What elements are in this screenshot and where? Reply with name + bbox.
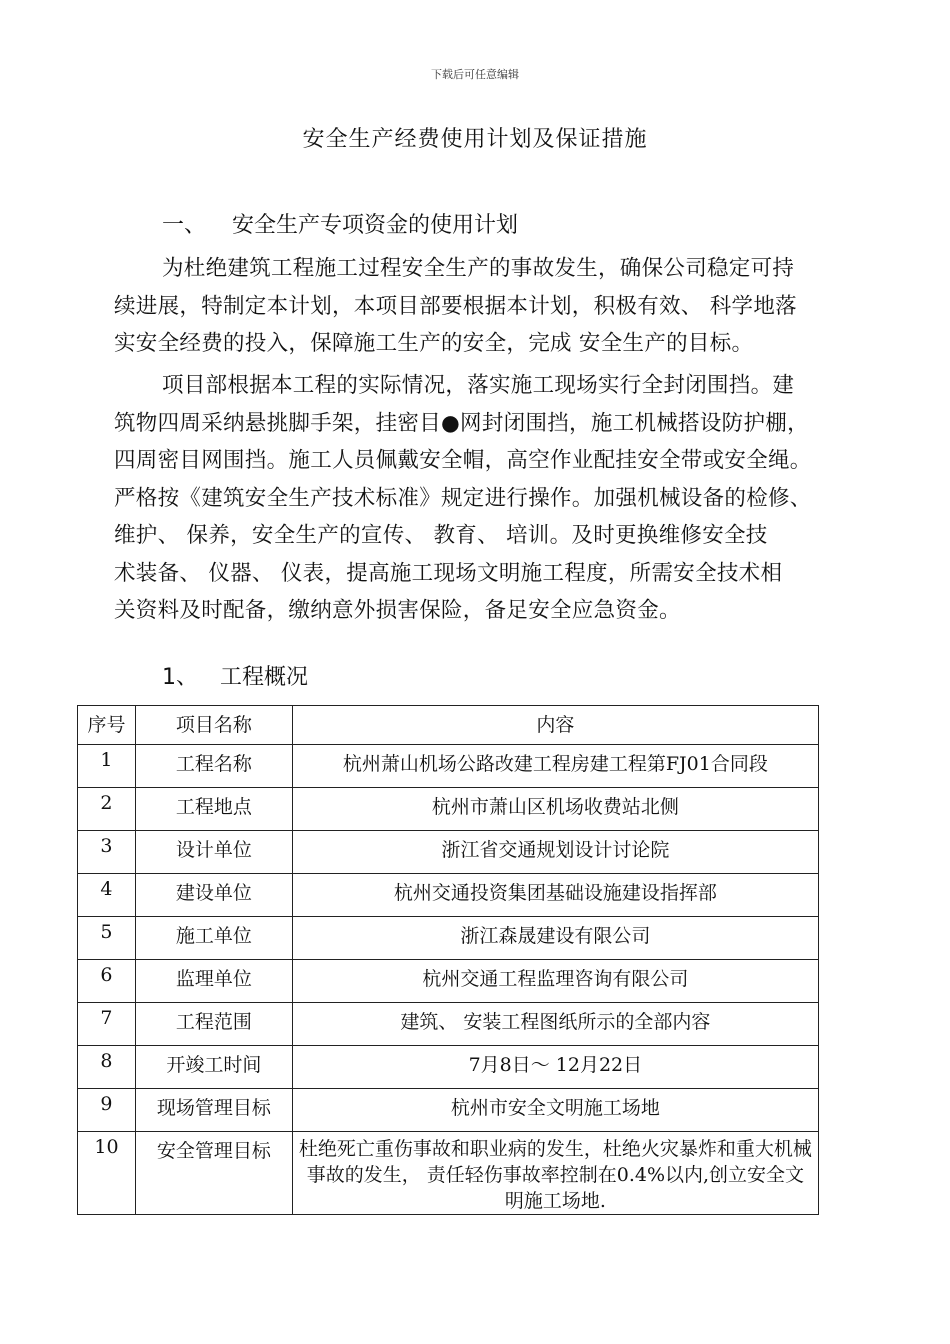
cell-index: 3 [78,831,136,874]
cell-index: 9 [78,1089,136,1132]
cell-item: 工程地点 [135,788,292,831]
document-title: 安全生产经费使用计划及保证措施 [302,127,648,152]
cell-index: 4 [78,874,136,917]
paragraph-line: 关资料及时配备，缴纳意外损害保险，备足安全应急资金。 [114,598,681,623]
cell-content: 浙江森晟建设有限公司 [292,917,818,960]
paragraph-line: 续进展，特制定本计划，本项目部要根据本计划，积极有效、 科学地落 [114,293,797,319]
section-heading [162,208,518,239]
paragraph-line: 项目部根据本工程的实际情况，落实施工现场实行全封闭围挡。建 [162,373,795,398]
cell-content: 浙江省交通规划设计讨论院 [292,831,818,874]
header-cell-content: 内容 [292,706,818,745]
cell-index: 2 [78,788,136,831]
cell-content: 杭州萧山机场公路改建工程房建工程第FJ01合同段 [292,745,818,788]
header-note: 下载后可任意编辑 [431,68,519,81]
cell-content: 杭州市安全文明施工场地 [292,1089,818,1132]
cell-item: 工程名称 [135,745,292,788]
table-row [78,1089,819,1132]
cell-item: 工程范围 [135,1003,292,1046]
cell-item: 现场管理目标 [135,1089,292,1132]
cell-content: 杭州交通工程监理咨询有限公司 [292,960,818,1003]
paragraph-funding-plan [114,250,864,363]
cell-item: 设计单位 [135,831,292,874]
project-overview-table [77,705,819,1215]
cell-index: 10 [78,1132,136,1215]
cell-index: 5 [78,917,136,960]
table-row [78,831,819,874]
table-row [78,917,819,960]
subsection-number: 1、 [162,665,198,690]
cell-item: 建设单位 [135,874,292,917]
header-cell-index: 序号 [78,706,136,745]
section-title: 安全生产专项资金的使用计划 [232,213,519,238]
table-row [78,1046,819,1089]
paragraph-line: 为杜绝建筑工程施工过程安全生产的事故发生，确保公司稳定可持 [162,256,795,281]
paragraph-line: 维护、 保养，安全生产的宣传、 教育、 培训。及时更换维修安全技 [114,523,768,548]
table-row [78,1003,819,1046]
cell-content: 杭州市萧山区机场收费站北侧 [292,788,818,831]
cell-content: 杜绝死亡重伤事故和职业病的发生，杜绝火灾暴炸和重大机械事故的发生， 责任轻伤事故率控制在0.4%以内,创立安全文明施工场地. [292,1132,818,1215]
subsection-heading [162,660,308,691]
paragraph-line: 筑物四周采纳悬挑脚手架，挂密目●网封闭围挡，施工机械搭设防护棚， [114,410,809,436]
cell-index: 6 [78,960,136,1003]
paragraph-line: 四周密目网围挡。施工人员佩戴安全帽，高空作业配挂安全带或安全绳。 [114,448,812,473]
paragraph-line: 实安全经费的投入，保障施工生产的安全，完成 安全生产的目标。 [114,331,754,356]
cell-item: 开竣工时间 [135,1046,292,1089]
cell-item: 监理单位 [135,960,292,1003]
table-row [78,960,819,1003]
cell-index: 8 [78,1046,136,1089]
table-row [78,745,819,788]
paragraph-line: 严格按《建筑安全生产技术标准》规定进行操作。加强机械设备的检修、 [114,485,812,511]
table-row [78,788,819,831]
cell-content: 建筑、 安装工程图纸所示的全部内容 [292,1003,818,1046]
cell-content: 7月8日～ 12月22日 [292,1046,818,1089]
table-row [78,874,819,917]
table-header-row [78,706,819,745]
paragraph-site-measures [114,367,864,630]
table-row [78,1132,819,1215]
cell-content: 杭州交通投资集团基础设施建设指挥部 [292,874,818,917]
section-number: 一、 [162,213,207,238]
cell-item: 安全管理目标 [135,1132,292,1215]
paragraph-line: 术装备、 仪器、 仪表，提高施工现场文明施工程度，所需安全技术相 [114,560,783,586]
cell-index: 1 [78,745,136,788]
cell-index: 7 [78,1003,136,1046]
subsection-title: 工程概况 [220,665,309,690]
cell-item: 施工单位 [135,917,292,960]
header-cell-item: 项目名称 [135,706,292,745]
